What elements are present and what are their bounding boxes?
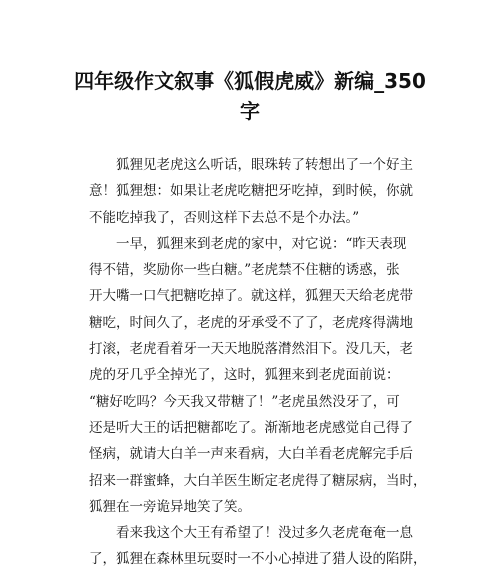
body-line: 打滚，老虎看着牙一天天地脱落潸然泪下。没几天，老 <box>89 341 413 358</box>
body-line: 虎的牙几乎全掉光了，这时，狐狸来到老虎面前说： <box>89 367 400 384</box>
body-line: 一早，狐狸来到老虎的家中，对它说：“昨天表现 <box>116 235 407 252</box>
body-line: 招来一群蜜蜂，大白羊医生断定老虎得了糖尿病，当时， <box>89 472 427 489</box>
body-line: 怪病，就请大白羊一声来看病，大白羊看老虎解完手后 <box>89 446 413 463</box>
body-line: 糖吃，时间久了，老虎的牙承受不了了，老虎疼得满地 <box>89 314 413 331</box>
body-line: 狐狸在一旁诡异地笑了笑。 <box>89 498 251 515</box>
document-body <box>89 152 427 573</box>
document-title <box>60 66 440 126</box>
title-line-2: 字 <box>240 99 260 123</box>
body-line: 狐狸见老虎这么听话，眼珠转了转想出了一个好主 <box>116 157 413 173</box>
body-line: 看来我这个大王有希望了！没过多久老虎奄奄一息 <box>116 525 413 542</box>
body-line: 得不错，奖励你一些白糖。”老虎禁不住糖的诱惑，张 <box>89 262 400 279</box>
title-line-1: 四年级作文叙事《狐假虎威》新编_350 <box>74 69 426 93</box>
body-line: “糖好吃吗？今天我又带糖了！”老虎虽然没牙了，可 <box>89 393 400 410</box>
body-line: 开大嘴一口气把糖吃掉了。就这样，狐狸天天给老虎带 <box>89 288 413 305</box>
body-line: 意！狐狸想：如果让老虎吃糖把牙吃掉，到时候，你就 <box>89 183 413 200</box>
body-line: 还是听大王的话把糖都吃了。渐渐地老虎感觉自己得了 <box>89 419 413 436</box>
body-line: 了，狐狸在森林里玩耍时一不小心掉进了猎人设的陷阱， <box>89 551 427 568</box>
body-line: 不能吃掉我了，否则这样下去总不是个办法。” <box>89 209 360 226</box>
